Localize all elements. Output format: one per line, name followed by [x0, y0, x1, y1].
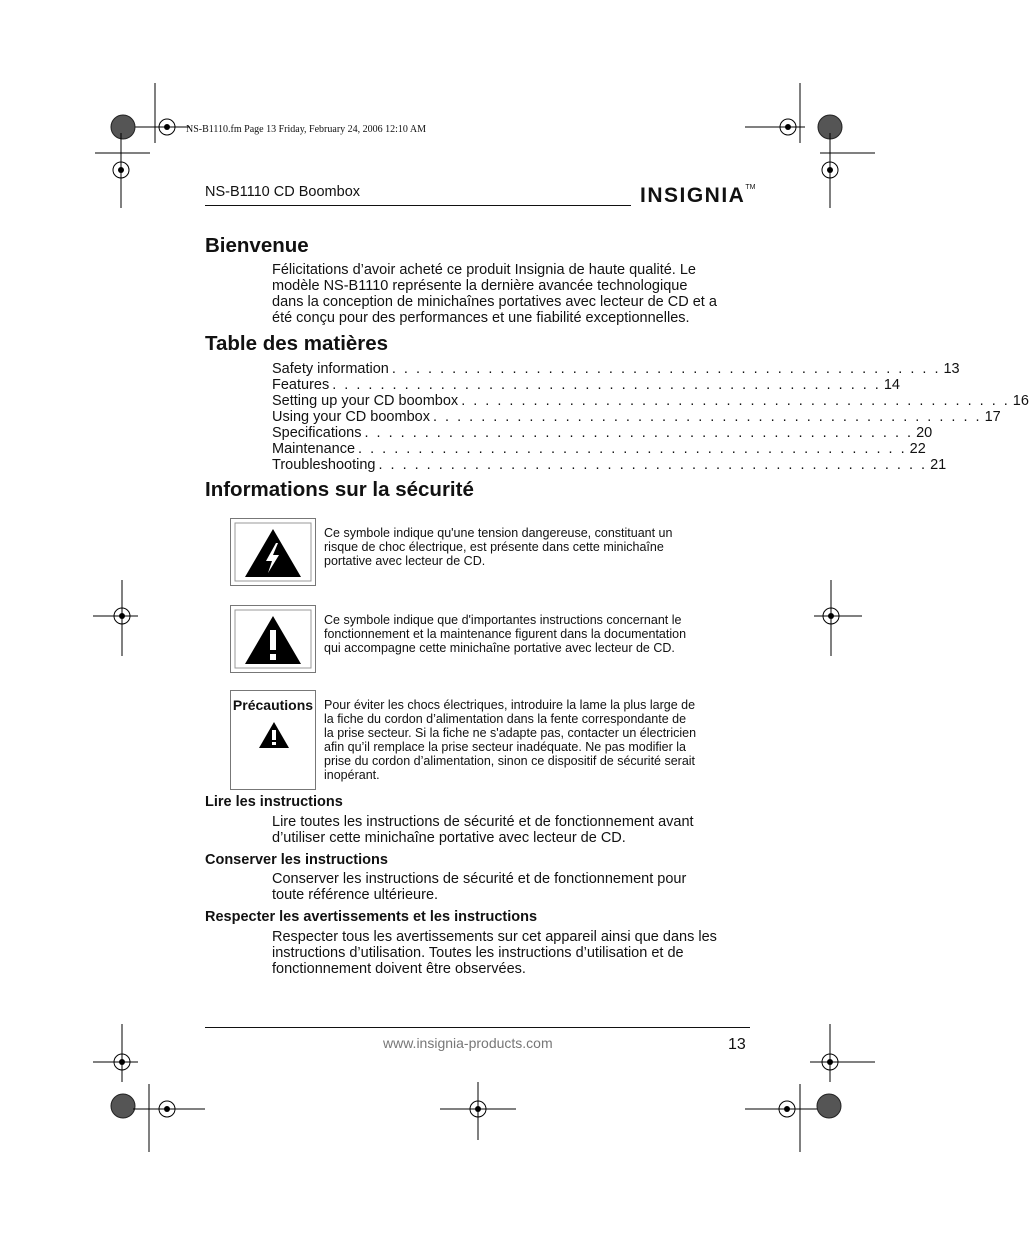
caution-warning-icon — [258, 721, 290, 749]
welcome-line: modèle NS-B1110 représente la dernière avancée technologique — [272, 278, 688, 294]
toc-entry-page: 14 — [883, 377, 900, 393]
section-paragraph-heed-warnings — [272, 929, 752, 977]
toc-entry-page: 13 — [943, 361, 960, 377]
section-line: toute référence ultérieure. — [272, 887, 439, 903]
caution-label: Précautions — [232, 697, 314, 713]
toc-leader-dots: . . . . . . . . . . . . . . . . . . . . . . . . . . . . . . . . . . . . . . . . . . . . . . — [461, 393, 1010, 409]
toc-entry[interactable] — [272, 409, 1001, 425]
logo-trademark: TM — [745, 184, 756, 191]
section-line: instructions d’utilisation. Toutes les instructions d’utilisation et de — [272, 945, 684, 961]
caution-line: inopérant. — [324, 768, 380, 782]
exclamation-symbol-text — [324, 613, 744, 655]
welcome-heading: Bienvenue — [205, 234, 309, 257]
header-rule — [205, 205, 631, 206]
section-line: d’utiliser cette minichaîne portative avec lecteur de CD. — [272, 830, 626, 846]
toc-entry-label: Features — [272, 377, 330, 393]
print-info-line: NS-B1110.fm Page 13 Friday, February 24, 2006 12:10 AM — [186, 124, 426, 135]
registration-mark-top-left — [100, 83, 210, 208]
page-number: 13 — [728, 1036, 746, 1053]
toc-leader-dots: . . . . . . . . . . . . . . . . . . . . . . . . . . . . . . . . . . . . . . . . . . . . . . — [391, 361, 941, 377]
toc-leader-dots: . . . . . . . . . . . . . . . . . . . . . . . . . . . . . . . . . . . . . . . . . . . . . . — [378, 457, 928, 473]
toc-entry[interactable] — [272, 425, 933, 441]
caution-line: la fiche du cordon d’alimentation dans la fente correspondante de — [324, 712, 687, 726]
toc-entry-label: Using your CD boombox — [272, 409, 430, 425]
registration-mark-bottom-center — [440, 1082, 516, 1140]
symbol2-line: Ce symbole indique que d'importantes instructions concernant le — [324, 613, 682, 627]
header-title: NS-B1110 CD Boombox — [205, 184, 361, 200]
table-of-contents — [272, 361, 1029, 473]
caution-box — [230, 690, 316, 790]
toc-entry-label: Safety information — [272, 361, 389, 377]
caution-line: Pour éviter les chocs électriques, introduire la lame la plus large de — [324, 698, 696, 712]
toc-leader-dots: . . . . . . . . . . . . . . . . . . . . . . . . . . . . . . . . . . . . . . . . . . . . . . — [364, 425, 914, 441]
registration-mark-bottom-left — [93, 1024, 208, 1154]
symbol1-line: risque de choc électrique, est présente dans cette minichaîne — [324, 540, 664, 554]
welcome-line: Félicitations d’avoir acheté ce produit Insignia de haute qualité. Le — [272, 262, 696, 278]
toc-entry-label: Specifications — [272, 425, 362, 441]
symbol2-line: qui accompagne cette minichaîne portative avec lecteur de CD. — [324, 641, 675, 655]
toc-entry[interactable] — [272, 457, 947, 473]
caution-line: afin qu’il remplace la prise secteur inadéquate. Ne pas modifier la — [324, 740, 686, 754]
caution-line: prise du cordon d’alimentation, sinon ce dispositif de sécurité serait — [324, 754, 696, 768]
section-heading-heed-warnings: Respecter les avertissements et les instructions — [205, 909, 538, 925]
toc-heading: Table des matières — [205, 332, 389, 355]
section-paragraph-keep-instructions — [272, 871, 752, 903]
caution-text — [324, 698, 744, 782]
toc-entry[interactable] — [272, 361, 960, 377]
registration-mark-bottom-right — [745, 1024, 875, 1154]
welcome-line: été conçu pour des performances et une fiabilité exceptionnelles. — [272, 310, 690, 326]
toc-entry-page: 21 — [930, 457, 947, 473]
welcome-line: dans la conception de minichaînes portatives avec lecteur de CD et a — [272, 294, 717, 310]
toc-entry-page: 22 — [909, 441, 926, 457]
safety-heading: Informations sur la sécurité — [205, 478, 474, 501]
section-line: Respecter tous les avertissements sur cet appareil ainsi que dans les — [272, 929, 717, 945]
exclamation-symbol-box — [230, 605, 316, 673]
footer-rule — [205, 1027, 750, 1028]
registration-mark-mid-right — [802, 580, 862, 656]
section-heading-read-instructions: Lire les instructions — [205, 794, 343, 810]
toc-leader-dots: . . . . . . . . . . . . . . . . . . . . . . . . . . . . . . . . . . . . . . . . . . . . . . — [332, 377, 881, 393]
lightning-warning-icon — [235, 523, 311, 581]
toc-entry-page: 17 — [984, 409, 1001, 425]
section-line: fonctionnement doivent être observées. — [272, 961, 526, 977]
section-line: Lire toutes les instructions de sécurité et de fonctionnement avant — [272, 814, 694, 830]
toc-entry-label: Setting up your CD boombox — [272, 393, 459, 409]
section-heading-keep-instructions: Conserver les instructions — [205, 852, 388, 868]
toc-leader-dots: . . . . . . . . . . . . . . . . . . . . . . . . . . . . . . . . . . . . . . . . . . . . . . — [358, 441, 907, 457]
toc-entry[interactable] — [272, 441, 926, 457]
registration-mark-top-right — [745, 83, 875, 208]
registration-mark-mid-left — [93, 580, 153, 656]
electric-shock-symbol-text — [324, 526, 744, 568]
symbol1-line: portative avec lecteur de CD. — [324, 554, 486, 568]
footer-url-link[interactable]: www.insignia-products.com — [383, 1035, 553, 1051]
exclamation-warning-icon — [235, 610, 311, 668]
logo-text: INSIGNIA — [640, 184, 746, 207]
symbol2-line: fonctionnement et la maintenance figurent dans la documentation — [324, 627, 687, 641]
toc-entry-label: Maintenance — [272, 441, 356, 457]
section-line: Conserver les instructions de sécurité et de fonctionnement pour — [272, 871, 687, 887]
welcome-paragraph — [272, 262, 752, 326]
toc-entry[interactable] — [272, 393, 1029, 409]
toc-leader-dots: . . . . . . . . . . . . . . . . . . . . . . . . . . . . . . . . . . . . . . . . . . . . . . — [432, 409, 982, 425]
section-paragraph-read-instructions — [272, 814, 752, 846]
electric-shock-symbol-box — [230, 518, 316, 586]
toc-entry-label: Troubleshooting — [272, 457, 376, 473]
toc-entry-page: 20 — [916, 425, 933, 441]
toc-entry[interactable] — [272, 377, 900, 393]
insignia-logo — [640, 184, 755, 208]
toc-entry-page: 16 — [1012, 393, 1029, 409]
caution-line: la prise secteur. Si la fiche ne s'adapte pas, contacter un électricien — [324, 726, 697, 740]
symbol1-line: Ce symbole indique qu'une tension dangereuse, constituant un — [324, 526, 673, 540]
